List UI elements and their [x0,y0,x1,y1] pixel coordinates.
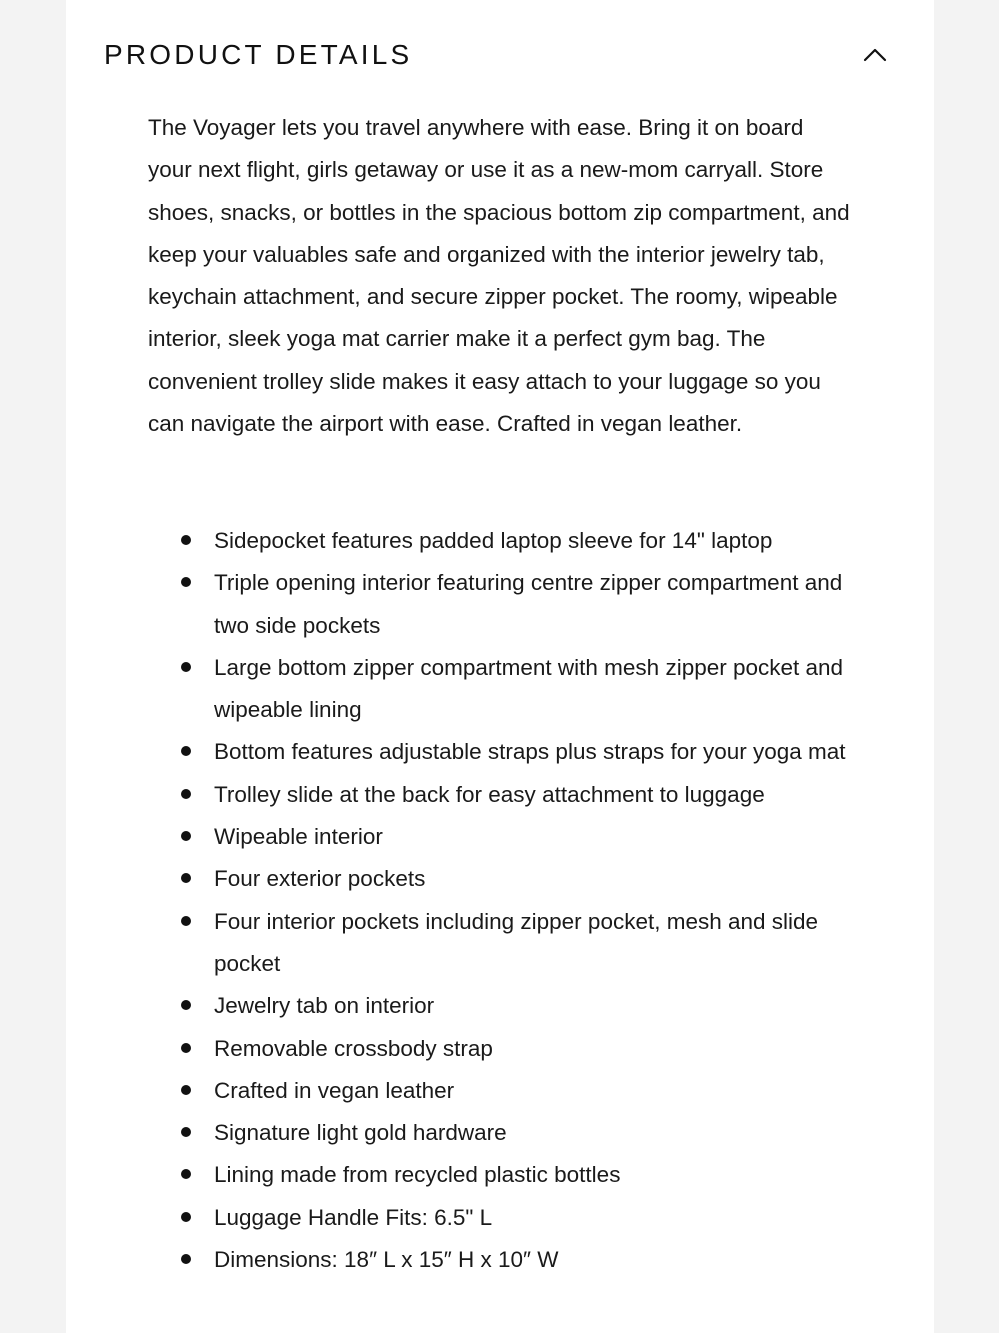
feature-text: Trolley slide at the back for easy attachment to luggage [214,781,765,807]
feature-text: Four exterior pockets [214,866,426,892]
feature-text: Removable crossbody strap [214,1035,493,1061]
feature-item [148,1154,853,1196]
feature-text: Large bottom zipper compartment with mesh zipper pocket and wipeable lining [214,654,844,723]
feature-list [148,520,853,1281]
bullet-icon [181,662,191,672]
feature-item [148,816,853,858]
feature-item [148,1239,853,1281]
feature-text: Signature light gold hardware [214,1120,507,1146]
bullet-icon [181,831,191,841]
bullet-icon [181,746,191,756]
feature-text: Dimensions: 18″ L x 15″ H x 10″ W [214,1247,559,1273]
bullet-icon [181,1212,191,1222]
feature-item [148,731,853,773]
feature-text: Crafted in vegan leather [214,1077,455,1103]
feature-item [148,1028,853,1070]
feature-item [148,647,853,732]
feature-text: Luggage Handle Fits: 6.5" L [214,1204,493,1230]
bullet-icon [181,1169,191,1179]
feature-item [148,520,853,562]
chevron-up-icon[interactable] [862,42,888,68]
bullet-icon [181,1043,191,1053]
product-description: The Voyager lets you travel anywhere with ease. Bring it on board your next flight, girls getaway or use it as a new-mom carryall. Store shoes, snacks, or bottles in the spacious bottom zip compartment, and keep your valuables safe and organized with the interior jewelry tab, keychain attachment, and secure zipper pocket. The roomy, wipeable interior, sleek yoga mat carrier make it a perfect gym bag. The convenient trolley slide makes it easy attach to your luggage so you can navigate the airport with ease. Crafted in vegan leather. [148,115,850,437]
feature-text: Triple opening interior featuring centre zipper compartment and two side pockets [214,570,843,638]
bullet-icon [181,789,191,799]
bullet-icon [181,1127,191,1137]
feature-item [148,774,853,816]
feature-item [148,985,853,1027]
feature-item [148,901,853,986]
feature-text: Four interior pockets including zipper pocket, mesh and slide pocket [214,908,819,976]
feature-item [148,858,853,900]
feature-text: Lining made from recycled plastic bottles [214,1162,621,1188]
feature-text: Jewelry tab on interior [214,993,435,1019]
bullet-icon [181,577,191,587]
feature-text: Sidepocket features padded laptop sleeve for 14" laptop [214,528,773,553]
bullet-icon [181,1254,191,1264]
section-title: PRODUCT DETAILS [104,39,413,70]
product-details-content [148,107,853,1273]
product-details-accordion-toggle[interactable] [104,30,896,80]
feature-item [148,1197,853,1239]
bullet-icon [181,916,191,926]
feature-item [148,1070,853,1112]
bullet-icon [181,1085,191,1095]
feature-text: Bottom features adjustable straps plus straps for your yoga mat [214,739,846,765]
bullet-icon [181,1000,191,1010]
bullet-icon [181,535,191,545]
feature-item [148,1112,853,1154]
feature-item [148,562,853,647]
product-details-panel [66,0,934,1333]
feature-text: Wipeable interior [214,824,383,850]
bullet-icon [181,873,191,883]
